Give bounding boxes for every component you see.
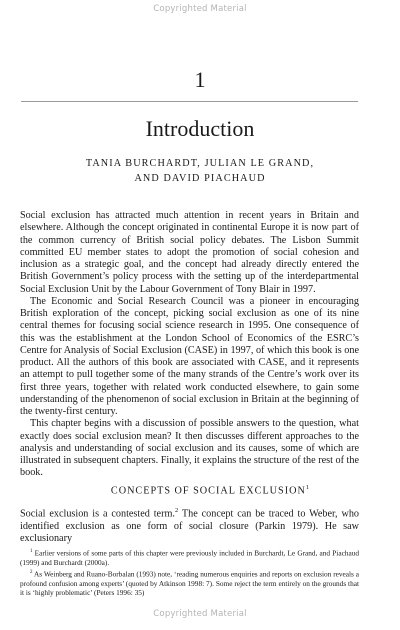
section-heading-text: CONCEPTS OF SOCIAL EXCLUSION xyxy=(110,485,306,497)
footnote-2-text: As Weinberg and Ruano-Borbalan (1993) note, ‘reading numerous enquiries and reports on exclusion reveals a profound confusion among experts’ (quoted by Atkinson 1998: 7). Some reject the term entirely on the grounds that it is ‘highly problematic’ (Peters 1996: 35) xyxy=(20,569,359,598)
section-heading xyxy=(0,484,400,496)
footnote-1 xyxy=(20,547,359,567)
body-paragraph-1: Social exclusion has attracted much attention in recent years in Britain and elsewhere. Although the concept originated in continental Europe it is now part of the common currency of British social policy debates. The Lisbon Summit committed EU member states to adopt the promotion of social cohesion and inclusion as a strategic goal, and the concept had already directly entered the British Government’s policy process with the setting up of the interdepartmental Social Exclusion Unit by the Labour Government of Tony Blair in 1997. xyxy=(20,210,359,295)
section-text-start: Social exclusion is a contested term. xyxy=(20,508,175,520)
body-paragraph-3: This chapter begins with a discussion of possible answers to the question, what exactly does social exclusion mean? It then discusses different approaches to the analysis and understanding of social exclusion and its causes, some of which are illustrated in subsequent chapters. Finally, it explains the structure of the rest of the book. xyxy=(20,418,359,479)
body-paragraph-2: The Economic and Social Research Council was a pioneer in encouraging British exploration of the concept, picking social exclusion as one of its nine central themes for focusing social science research in 1995. One consequence of this was the establishment at the London School of Economics of the ESRC’s Centre for Analysis of Social Exclusion (CASE) in 1997, of which this book is one product. All the authors of this book are associated with CASE, and it represents an attempt to pull together some of the many strands of the Centre’s work over its first three years, together with related work conducted elsewhere, to gain some understanding of the phenomenon of social exclusion in Britain at the beginning of the twenty-first century. xyxy=(20,295,359,417)
footnote-1-text: Earlier versions of some parts of this chapter were previously included in Burchardt, Le Grand, and Piachaud (1999) and Burchardt (2000a). xyxy=(20,548,359,567)
chapter-title: Introduction xyxy=(145,116,255,141)
intro-body xyxy=(20,210,359,480)
chapter-number: 1 xyxy=(194,67,206,92)
section-text-rest: The concept can be traced to Weber, who identified exclusion as one form of social closure (Parkin 1979). He saw exclusionary xyxy=(20,508,360,544)
chapter-authors xyxy=(0,156,400,186)
footnotes xyxy=(20,547,359,599)
authors-line-2: AND DAVID PIACHAUD xyxy=(134,173,266,184)
section-paragraph xyxy=(20,505,359,545)
footnote-2 xyxy=(20,568,359,598)
copyright-watermark-bottom: Copyrighted Material xyxy=(153,609,247,619)
footnote-ref-1: 1 xyxy=(305,484,310,491)
footnote-2-marker: 2 xyxy=(30,570,33,576)
footnote-1-marker: 1 xyxy=(30,549,33,554)
footnote-ref-2: 2 xyxy=(174,507,179,514)
copyright-watermark-top: Copyrighted Material xyxy=(153,4,247,14)
chapter-divider xyxy=(21,101,358,102)
authors-line-1: TANIA BURCHARDT, JULIAN LE GRAND, xyxy=(85,158,315,169)
